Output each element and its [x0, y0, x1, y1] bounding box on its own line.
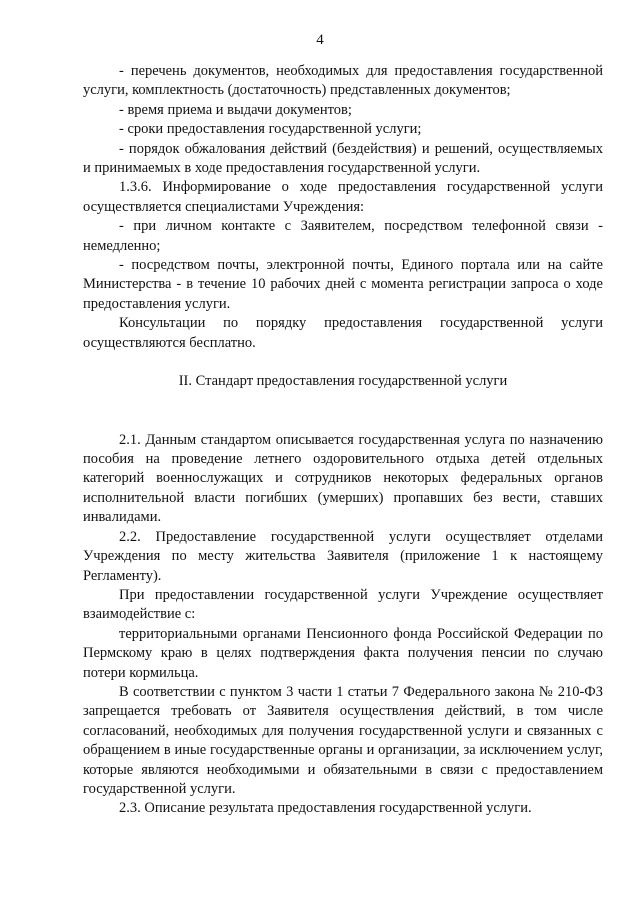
paragraph-2-3: 2.3. Описание результата предоставления государственной услуги. [119, 800, 532, 817]
paragraph-2-1: 2.1. Данным стандартом описывается государственная услуга по назначению пособия на проведение летнего оздоровительного отдыха детей отдельных категорий военнослужащих и сотрудников некоторых федеральных органов исполнительной власти погибших (умерших) пропавших без вести, ставших инвалидами. [83, 431, 603, 526]
paragraph-consultations: Консультации по порядку предоставления государственной услуги осуществляются бесплатно. [83, 315, 603, 351]
paragraph-service-terms: - сроки предоставления государственной услуги; [119, 121, 422, 138]
paragraph-federal-law: В соответствии с пунктом 3 части 1 статьи 7 Федерального закона № 210-ФЗ запрещается требовать от Заявителя осуществления действий, в том числе согласований, необходимых для получения государственной услуги и связанных с обращением в иные государственные органы и организации, за исключением услуг, которые являются необходимыми и обязательными в связи с предоставлением государственной услуги. [83, 683, 603, 797]
page-number: 4 [316, 32, 324, 48]
paragraph-interaction: При предоставлении государственной услуги Учреждение осуществляет взаимодействие с: [83, 586, 603, 623]
section-heading: II. Стандарт предоставления государственной услуги [178, 373, 508, 390]
paragraph-pension-fund: территориальными органами Пенсионного фонда Российской Федерации по Пермскому краю в целях подтверждения факта получения пенсии по случаю потери кормильца. [83, 625, 603, 681]
paragraph-2-2: 2.2. Предоставление государственной услуги осуществляет отделами Учреждения по месту жительства Заявителя (приложение 1 к настоящему Регламенту). [83, 528, 603, 584]
paragraph-reception-time: - время приема и выдачи документов; [119, 101, 352, 118]
paragraph-mail-portal: - посредством почты, электронной почты, Единого портала или на сайте Министерства - в течение 10 рабочих дней с момента регистрации запроса о ходе предоставления услуги. [83, 257, 603, 312]
paragraph-appeal-procedure: - порядок обжалования действий (бездействия) и решений, осуществляемых и принимаемых в ходе предоставления государственной услуги. [83, 140, 603, 177]
document-body [83, 62, 603, 819]
paragraph-1-3-6: 1.3.6. Информирование о ходе предоставления государственной услуги осуществляется специалистами Учреждения: [83, 179, 603, 215]
paragraph-personal-contact: - при личном контакте с Заявителем, посредством телефонной связи - немедленно; [83, 218, 603, 254]
paragraph-document-list: - перечень документов, необходимых для предоставления государственной услуги, комплектность (достаточность) представленных документов; [83, 63, 603, 99]
